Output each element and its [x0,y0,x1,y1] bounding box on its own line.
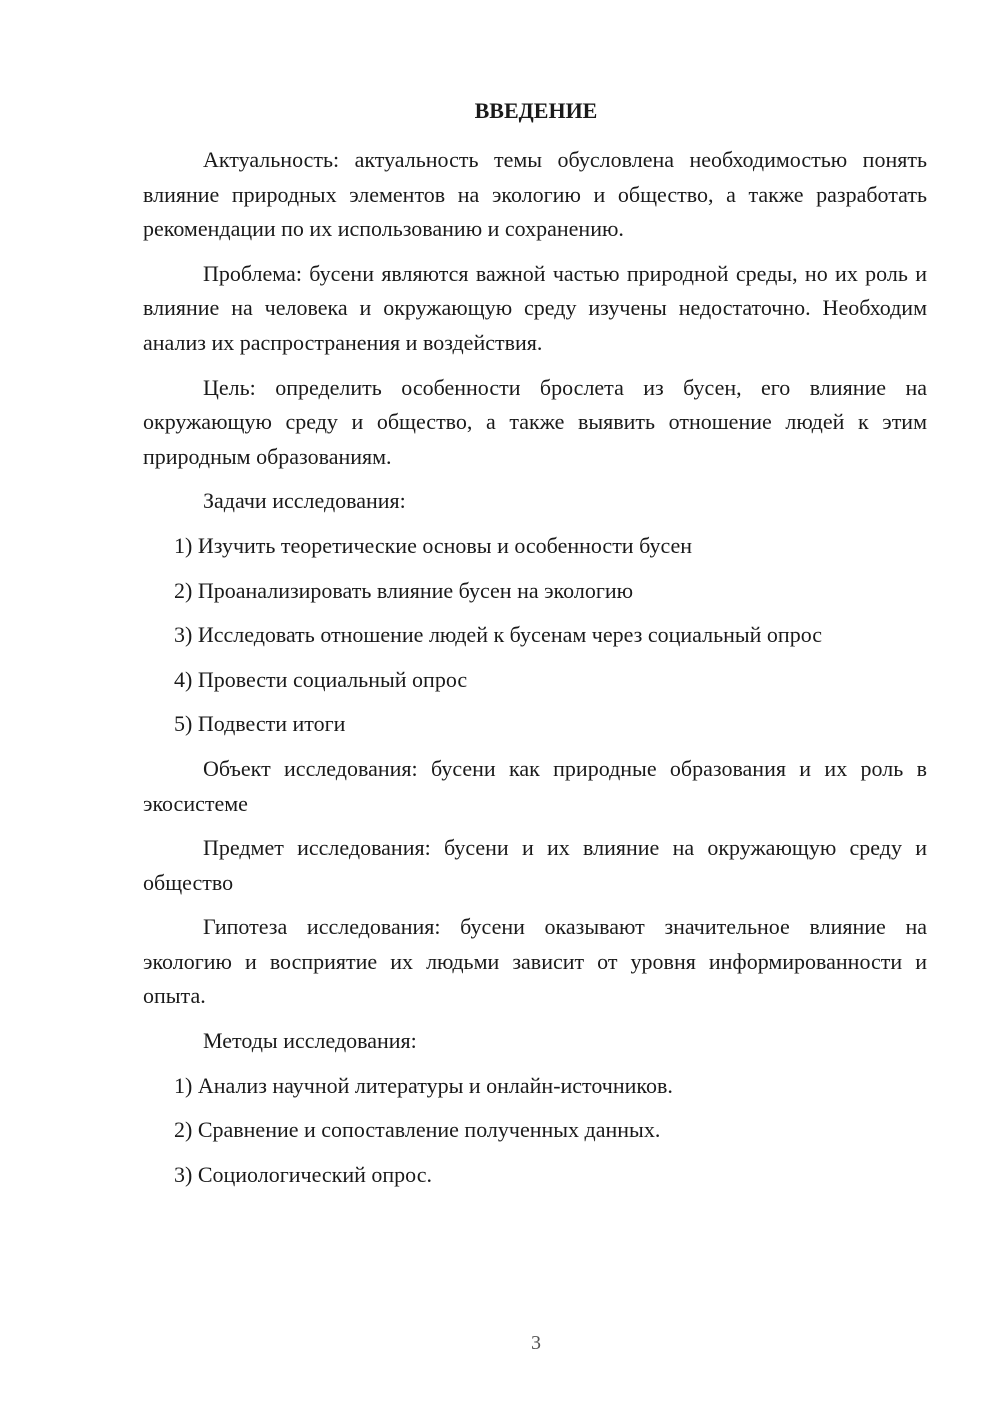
page-content [143,143,927,1202]
list-item: 1) Анализ научной литературы и онлайн-источников. [174,1072,673,1098]
hypothesis-paragraph: Гипотеза исследования: бусени оказывают значительное влияние на экологию и восприятие их людьми зависит от уровня информированности и опыта. [143,914,927,1009]
list-item: 2) Сравнение и сопоставление полученных данных. [174,1117,661,1143]
goal-paragraph: Цель: определить особенности брослета из бусен, его влияние на окружающую среду и общество, а также выявить отношение людей к этим природным образованиям. [143,374,927,469]
list-item: 2) Проанализировать влияние бусен на экологию [174,577,634,603]
list-item: 5) Подвести итоги [174,711,346,737]
subject-paragraph: Предмет исследования: бусени и их влияние на окружающую среду и общество [143,835,927,895]
list-item: 3) Исследовать отношение людей к бусенам через социальный опрос [174,622,823,648]
methods-list [143,1069,927,1193]
tasks-list [143,529,927,742]
page-number: 3 [531,1332,541,1354]
problem-paragraph: Проблема: бусени являются важной частью природной среды, но их роль и влияние на человека и окружающую среду изучены недостаточно. Необходим анализ их распространения и воздействия. [143,260,927,355]
list-item: 4) Провести социальный опрос [174,666,468,692]
page-heading: ВВЕДЕНИЕ [474,98,598,123]
actuality-paragraph: Актуальность: актуальность темы обусловлена необходимостью понять влияние природных элементов на экологию и общество, а также разработать рекомендации по их использованию и сохранению. [143,147,927,242]
tasks-title: Задачи исследования: [203,488,406,514]
methods-title: Методы исследования: [203,1028,417,1054]
list-item: 3) Социологический опрос. [174,1161,432,1187]
list-item: 1) Изучить теоретические основы и особенности бусен [174,532,693,558]
object-paragraph: Объект исследования: бусени как природные образования и их роль в экосистеме [143,755,927,816]
